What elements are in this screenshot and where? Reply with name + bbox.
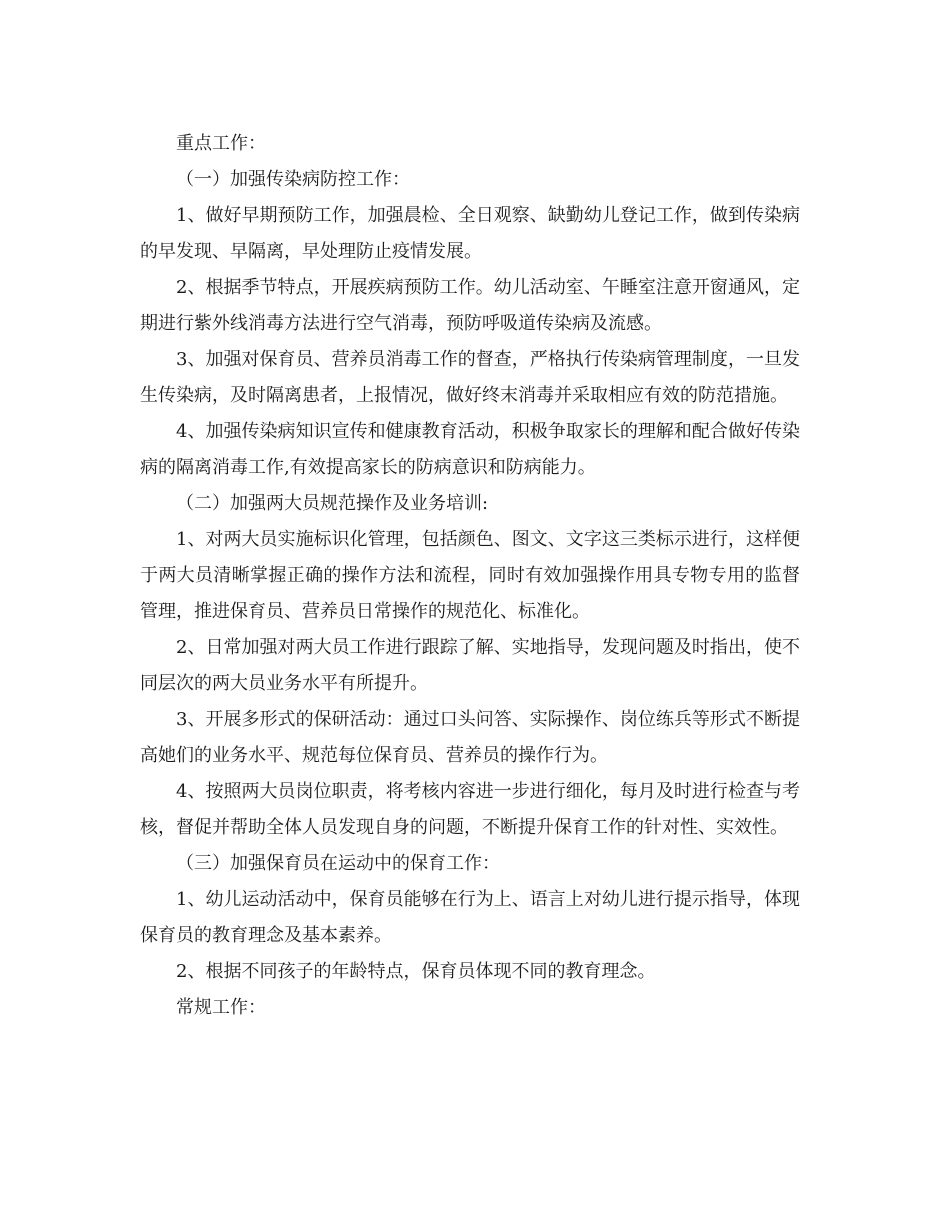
paragraph: 4、按照两大员岗位职责，将考核内容进一步进行细化，每月及时进行检查与考核，督促并帮助全体人员发现自身的问题，不断提升保育工作的针对性、实效性。 [140,781,800,838]
paragraph: 3、开展多形式的保研活动：通过口头问答、实际操作、岗位练兵等形式不断提高她们的业务水平、规范每位保育员、营养员的操作行为。 [140,709,800,766]
paragraph: 1、对两大员实施标识化管理，包括颜色、图文、文字这三类标示进行，这样便于两大员清晰掌握正确的操作方法和流程，同时有效加强操作用具专物专用的监督管理，推进保育员、营养员日常操作的规范化、标准化。 [140,529,800,622]
paragraph: 4、加强传染病知识宣传和健康教育活动，积极争取家长的理解和配合做好传染病的隔离消毒工作,有效提高家长的防病意识和防病能力。 [140,421,800,478]
paragraph: 2、根据季节特点，开展疾病预防工作。幼儿活动室、午睡室注意开窗通风，定期进行紫外线消毒方法进行空气消毒，预防呼吸道传染病及流感。 [140,277,800,334]
document-body [140,126,800,1026]
paragraph: 2、根据不同孩子的年龄特点，保育员体现不同的教育理念。 [176,961,656,982]
paragraph: 3、加强对保育员、营养员消毒工作的督查，严格执行传染病管理制度，一旦发生传染病，及时隔离患者，上报情况，做好终末消毒并采取相应有效的防范措施。 [140,349,800,406]
paragraph: 2、日常加强对两大员工作进行跟踪了解、实地指导，发现问题及时指出，使不同层次的两大员业务水平有所提升。 [140,637,800,694]
paragraph: 1、做好早期预防工作，加强晨检、全日观察、缺勤幼儿登记工作，做到传染病的早发现、早隔离，早处理防止疫情发展。 [140,205,800,262]
subheading-infectious-disease-control: （一）加强传染病防控工作： [176,169,410,190]
section-heading-key-work: 重点工作： [176,133,266,154]
section-heading-routine-work: 常规工作： [176,997,266,1018]
subheading-sports-care: （三）加强保育员在运动中的保育工作： [176,853,500,874]
paragraph: 1、幼儿运动活动中，保育员能够在行为上、语言上对幼儿进行提示指导，体现保育员的教育理念及基本素养。 [140,889,800,946]
subheading-staff-training: （二）加强两大员规范操作及业务培训: [176,493,489,514]
